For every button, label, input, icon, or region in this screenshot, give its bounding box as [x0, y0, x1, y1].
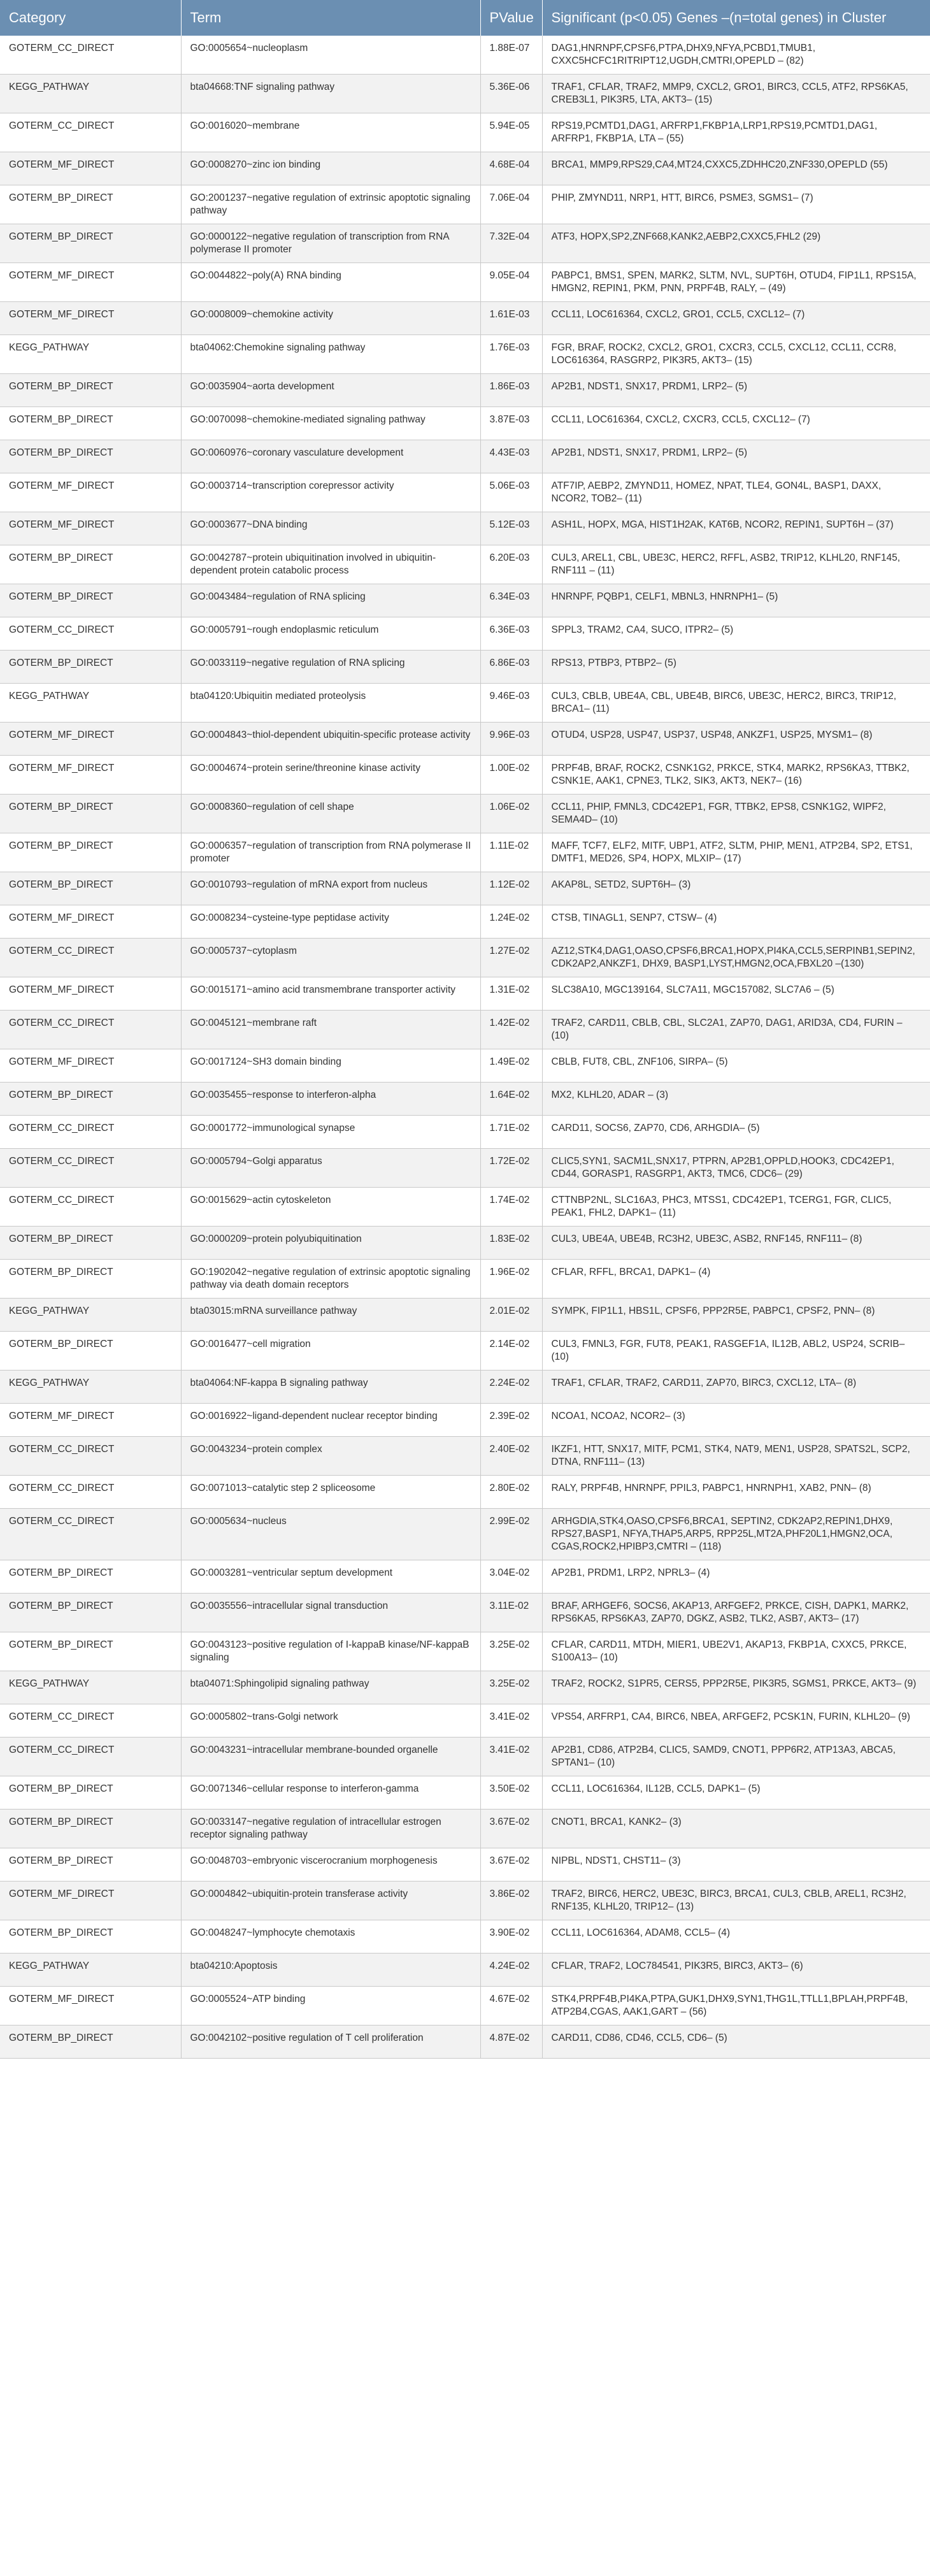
- cell-category: GOTERM_MF_DIRECT: [0, 905, 181, 939]
- cell-genes: BRCA1, MMP9,RPS29,CA4,MT24,CXXC5,ZDHHC20,ZNF330,OPEPLD (55): [542, 152, 930, 185]
- cell-genes: PHIP, ZMYND11, NRP1, HTT, BIRC6, PSME3, SGMS1– (7): [542, 185, 930, 224]
- cell-term: GO:0008360~regulation of cell shape: [181, 795, 480, 833]
- cell-pvalue: 1.49E-02: [480, 1049, 542, 1083]
- cell-pvalue: 1.64E-02: [480, 1083, 542, 1116]
- cell-pvalue: 7.32E-04: [480, 224, 542, 263]
- table-row: [0, 374, 930, 407]
- header-row: [0, 0, 930, 36]
- cell-term: GO:0008270~zinc ion binding: [181, 152, 480, 185]
- cell-term: GO:0008009~chemokine activity: [181, 302, 480, 335]
- cell-category: GOTERM_MF_DIRECT: [0, 302, 181, 335]
- cell-pvalue: 1.86E-03: [480, 374, 542, 407]
- cell-genes: CUL3, CBLB, UBE4A, CBL, UBE4B, BIRC6, UBE3C, HERC2, BIRC3, TRIP12, BRCA1– (11): [542, 684, 930, 723]
- cell-term: GO:0005802~trans-Golgi network: [181, 1704, 480, 1738]
- cell-genes: OTUD4, USP28, USP47, USP37, USP48, ANKZF1, USP25, MYSM1– (8): [542, 723, 930, 756]
- cell-term: GO:0004843~thiol-dependent ubiquitin-specific protease activity: [181, 723, 480, 756]
- cell-category: GOTERM_BP_DIRECT: [0, 872, 181, 905]
- cell-term: GO:0000209~protein polyubiquitination: [181, 1227, 480, 1260]
- table-row: [0, 584, 930, 617]
- table-row: [0, 1632, 930, 1671]
- cell-genes: HNRNPF, PQBP1, CELF1, MBNL3, HNRNPH1– (5): [542, 584, 930, 617]
- cell-genes: CUL3, AREL1, CBL, UBE3C, HERC2, RFFL, ASB2, TRIP12, KLHL20, RNF145, RNF111 – (11): [542, 545, 930, 584]
- cell-category: GOTERM_BP_DIRECT: [0, 1332, 181, 1371]
- cell-pvalue: 5.94E-05: [480, 113, 542, 152]
- cell-pvalue: 3.67E-02: [480, 1810, 542, 1848]
- cell-pvalue: 3.25E-02: [480, 1671, 542, 1704]
- cell-term: GO:0045121~membrane raft: [181, 1011, 480, 1049]
- cell-genes: ATF3, HOPX,SP2,ZNF668,KANK2,AEBP2,CXXC5,FHL2 (29): [542, 224, 930, 263]
- cell-pvalue: 9.96E-03: [480, 723, 542, 756]
- cell-term: bta04668:TNF signaling pathway: [181, 75, 480, 113]
- cell-pvalue: 1.72E-02: [480, 1149, 542, 1188]
- cell-pvalue: 5.36E-06: [480, 75, 542, 113]
- cell-term: bta04120:Ubiquitin mediated proteolysis: [181, 684, 480, 723]
- cell-term: GO:0035455~response to interferon-alpha: [181, 1083, 480, 1116]
- cell-category: GOTERM_BP_DIRECT: [0, 1260, 181, 1299]
- cell-term: GO:0017124~SH3 domain binding: [181, 1049, 480, 1083]
- cell-term: GO:0035904~aorta development: [181, 374, 480, 407]
- cell-term: GO:2001237~negative regulation of extrinsic apoptotic signaling pathway: [181, 185, 480, 224]
- table-row: [0, 2026, 930, 2059]
- cell-term: GO:0033119~negative regulation of RNA splicing: [181, 651, 480, 684]
- cell-term: GO:0071346~cellular response to interferon-gamma: [181, 1776, 480, 1810]
- table-row: [0, 302, 930, 335]
- cell-category: GOTERM_CC_DIRECT: [0, 1188, 181, 1227]
- cell-genes: CFLAR, RFFL, BRCA1, DAPK1– (4): [542, 1260, 930, 1299]
- cell-term: GO:0033147~negative regulation of intracellular estrogen receptor signaling pathway: [181, 1810, 480, 1848]
- cell-category: GOTERM_MF_DIRECT: [0, 1882, 181, 1920]
- cell-pvalue: 5.06E-03: [480, 473, 542, 512]
- cell-term: GO:0005791~rough endoplasmic reticulum: [181, 617, 480, 651]
- cell-genes: AP2B1, NDST1, SNX17, PRDM1, LRP2– (5): [542, 374, 930, 407]
- cell-pvalue: 2.99E-02: [480, 1509, 542, 1560]
- cell-pvalue: 6.36E-03: [480, 617, 542, 651]
- table-row: [0, 872, 930, 905]
- cell-category: GOTERM_MF_DIRECT: [0, 152, 181, 185]
- cell-category: KEGG_PATHWAY: [0, 684, 181, 723]
- cell-pvalue: 3.25E-02: [480, 1632, 542, 1671]
- table-row: [0, 1299, 930, 1332]
- cell-term: GO:0048703~embryonic viscerocranium morphogenesis: [181, 1848, 480, 1882]
- cell-category: GOTERM_MF_DIRECT: [0, 1404, 181, 1437]
- table-row: [0, 1920, 930, 1954]
- cell-category: GOTERM_BP_DIRECT: [0, 795, 181, 833]
- cell-genes: CCL11, PHIP, FMNL3, CDC42EP1, FGR, TTBK2, EPS8, CSNK1G2, WIPF2, SEMA4D– (10): [542, 795, 930, 833]
- table-row: [0, 756, 930, 795]
- cell-term: GO:0004842~ubiquitin-protein transferase activity: [181, 1882, 480, 1920]
- cell-genes: CARD11, SOCS6, ZAP70, CD6, ARHGDIA– (5): [542, 1116, 930, 1149]
- table-row: [0, 407, 930, 440]
- cell-term: GO:0070098~chemokine-mediated signaling pathway: [181, 407, 480, 440]
- cell-pvalue: 4.24E-02: [480, 1954, 542, 1987]
- cell-genes: ATF7IP, AEBP2, ZMYND11, HOMEZ, NPAT, TLE4, GON4L, BASP1, DAXX, NCOR2, TOB2– (11): [542, 473, 930, 512]
- cell-category: GOTERM_CC_DIRECT: [0, 1738, 181, 1776]
- table-row: [0, 75, 930, 113]
- table-row: [0, 617, 930, 651]
- header-genes: Significant (p<0.05) Genes –(n=total genes) in Cluster: [542, 0, 930, 36]
- table-row: [0, 1371, 930, 1404]
- table-row: [0, 1738, 930, 1776]
- cell-category: GOTERM_BP_DIRECT: [0, 584, 181, 617]
- cell-pvalue: 3.67E-02: [480, 1848, 542, 1882]
- cell-category: GOTERM_BP_DIRECT: [0, 1560, 181, 1594]
- cell-term: GO:0005654~nucleoplasm: [181, 36, 480, 75]
- cell-genes: RALY, PRPF4B, HNRNPF, PPIL3, PABPC1, HNRNPH1, XAB2, PNN– (8): [542, 1476, 930, 1509]
- cell-pvalue: 1.12E-02: [480, 872, 542, 905]
- cell-genes: CARD11, CD86, CD46, CCL5, CD6– (5): [542, 2026, 930, 2059]
- cell-genes: RPS19,PCMTD1,DAG1, ARFRP1,FKBP1A,LRP1,RPS19,PCMTD1,DAG1, ARFRP1, FKBP1A, LTA – (55): [542, 113, 930, 152]
- cell-term: bta04071:Sphingolipid signaling pathway: [181, 1671, 480, 1704]
- table-row: [0, 1810, 930, 1848]
- table-row: [0, 1332, 930, 1371]
- table-row: [0, 1116, 930, 1149]
- cell-category: GOTERM_BP_DIRECT: [0, 407, 181, 440]
- cell-term: GO:0001772~immunological synapse: [181, 1116, 480, 1149]
- cell-genes: CFLAR, TRAF2, LOC784541, PIK3R5, BIRC3, AKT3– (6): [542, 1954, 930, 1987]
- cell-term: GO:0006357~regulation of transcription from RNA polymerase II promoter: [181, 833, 480, 872]
- table-row: [0, 1848, 930, 1882]
- cell-term: GO:0071013~catalytic step 2 spliceosome: [181, 1476, 480, 1509]
- cell-category: GOTERM_MF_DIRECT: [0, 1049, 181, 1083]
- cell-genes: CBLB, FUT8, CBL, ZNF106, SIRPA– (5): [542, 1049, 930, 1083]
- cell-category: GOTERM_MF_DIRECT: [0, 977, 181, 1011]
- cell-genes: AP2B1, CD86, ATP2B4, CLIC5, SAMD9, CNOT1, PPP6R2, ATP13A3, ABCA5, SPTAN1– (10): [542, 1738, 930, 1776]
- cell-term: bta04062:Chemokine signaling pathway: [181, 335, 480, 374]
- cell-category: GOTERM_CC_DIRECT: [0, 1149, 181, 1188]
- cell-genes: SYMPK, FIP1L1, HBS1L, CPSF6, PPP2R5E, PABPC1, CPSF2, PNN– (8): [542, 1299, 930, 1332]
- cell-pvalue: 4.68E-04: [480, 152, 542, 185]
- cell-term: GO:0043234~protein complex: [181, 1437, 480, 1476]
- cell-category: GOTERM_BP_DIRECT: [0, 1594, 181, 1632]
- cell-genes: IKZF1, HTT, SNX17, MITF, PCM1, STK4, NAT9, MEN1, USP28, SPATS2L, SCP2, DTNA, RNF111– (13): [542, 1437, 930, 1476]
- cell-pvalue: 1.42E-02: [480, 1011, 542, 1049]
- table-row: [0, 224, 930, 263]
- table-row: [0, 1049, 930, 1083]
- cell-genes: BRAF, ARHGEF6, SOCS6, AKAP13, ARFGEF2, PRKCE, CISH, DAPK1, MARK2, RPS6KA5, RPS6KA3, ZAP70, DGKZ, ASB2, TLK2, ASB7, AKT3– (17): [542, 1594, 930, 1632]
- cell-genes: CCL11, LOC616364, CXCL2, CXCR3, CCL5, CXCL12– (7): [542, 407, 930, 440]
- table-header: [0, 0, 930, 36]
- cell-term: bta03015:mRNA surveillance pathway: [181, 1299, 480, 1332]
- cell-genes: MAFF, TCF7, ELF2, MITF, UBP1, ATF2, SLTM, PHIP, MEN1, ATP2B4, SP2, ETS1, DMTF1, MED26, SP4, HOPX, MLXIP– (17): [542, 833, 930, 872]
- cell-genes: CCL11, LOC616364, IL12B, CCL5, DAPK1– (5): [542, 1776, 930, 1810]
- cell-category: GOTERM_MF_DIRECT: [0, 723, 181, 756]
- cell-pvalue: 3.86E-02: [480, 1882, 542, 1920]
- cell-genes: DAG1,HNRNPF,CPSF6,PTPA,DHX9,NFYA,PCBD1,TMUB1, CXXC5HCFC1RITRIPT12,UGDH,CMTRI,OPEPLD – (82): [542, 36, 930, 75]
- cell-pvalue: 3.41E-02: [480, 1738, 542, 1776]
- table-row: [0, 1882, 930, 1920]
- cell-category: KEGG_PATHWAY: [0, 1371, 181, 1404]
- cell-pvalue: 1.83E-02: [480, 1227, 542, 1260]
- table-body: [0, 36, 930, 2059]
- cell-pvalue: 3.11E-02: [480, 1594, 542, 1632]
- table-row: [0, 263, 930, 302]
- table-row: [0, 36, 930, 75]
- cell-term: GO:0016922~ligand-dependent nuclear receptor binding: [181, 1404, 480, 1437]
- cell-category: GOTERM_BP_DIRECT: [0, 2026, 181, 2059]
- cell-genes: ASH1L, HOPX, MGA, HIST1H2AK, KAT6B, NCOR2, REPIN1, SUPT6H – (37): [542, 512, 930, 545]
- cell-category: KEGG_PATHWAY: [0, 1299, 181, 1332]
- cell-category: GOTERM_BP_DIRECT: [0, 1227, 181, 1260]
- cell-term: GO:0042102~positive regulation of T cell proliferation: [181, 2026, 480, 2059]
- cell-category: GOTERM_CC_DIRECT: [0, 113, 181, 152]
- cell-genes: TRAF1, CFLAR, TRAF2, CARD11, ZAP70, BIRC3, CXCL12, LTA– (8): [542, 1371, 930, 1404]
- cell-pvalue: 1.71E-02: [480, 1116, 542, 1149]
- table-row: [0, 1149, 930, 1188]
- cell-pvalue: 4.87E-02: [480, 2026, 542, 2059]
- cell-pvalue: 1.88E-07: [480, 36, 542, 75]
- cell-pvalue: 1.24E-02: [480, 905, 542, 939]
- cell-term: GO:0043231~intracellular membrane-bounded organelle: [181, 1738, 480, 1776]
- cell-pvalue: 4.67E-02: [480, 1987, 542, 2026]
- cell-category: GOTERM_CC_DIRECT: [0, 1704, 181, 1738]
- cell-pvalue: 1.96E-02: [480, 1260, 542, 1299]
- cell-category: GOTERM_CC_DIRECT: [0, 1509, 181, 1560]
- cell-pvalue: 2.24E-02: [480, 1371, 542, 1404]
- cell-pvalue: 3.41E-02: [480, 1704, 542, 1738]
- cell-category: GOTERM_BP_DIRECT: [0, 1776, 181, 1810]
- cell-pvalue: 2.39E-02: [480, 1404, 542, 1437]
- table-row: [0, 1476, 930, 1509]
- cell-term: GO:0005634~nucleus: [181, 1509, 480, 1560]
- cell-category: GOTERM_BP_DIRECT: [0, 1848, 181, 1882]
- cell-pvalue: 2.14E-02: [480, 1332, 542, 1371]
- table-row: [0, 1437, 930, 1476]
- table-row: [0, 1671, 930, 1704]
- cell-category: GOTERM_MF_DIRECT: [0, 512, 181, 545]
- cell-pvalue: 6.86E-03: [480, 651, 542, 684]
- cell-pvalue: 9.46E-03: [480, 684, 542, 723]
- cell-term: GO:0015171~amino acid transmembrane transporter activity: [181, 977, 480, 1011]
- cell-genes: CTSB, TINAGL1, SENP7, CTSW– (4): [542, 905, 930, 939]
- cell-category: GOTERM_MF_DIRECT: [0, 473, 181, 512]
- cell-genes: TRAF2, ROCK2, S1PR5, CERS5, PPP2R5E, PIK3R5, SGMS1, PRKCE, AKT3– (9): [542, 1671, 930, 1704]
- table-row: [0, 1776, 930, 1810]
- cell-pvalue: 1.06E-02: [480, 795, 542, 833]
- cell-category: GOTERM_BP_DIRECT: [0, 1810, 181, 1848]
- cell-category: GOTERM_MF_DIRECT: [0, 263, 181, 302]
- cell-pvalue: 2.80E-02: [480, 1476, 542, 1509]
- table-row: [0, 545, 930, 584]
- cell-pvalue: 3.87E-03: [480, 407, 542, 440]
- cell-term: GO:0043484~regulation of RNA splicing: [181, 584, 480, 617]
- table-row: [0, 1227, 930, 1260]
- cell-term: GO:0035556~intracellular signal transduction: [181, 1594, 480, 1632]
- table-row: [0, 335, 930, 374]
- cell-category: GOTERM_BP_DIRECT: [0, 1083, 181, 1116]
- cell-genes: STK4,PRPF4B,PI4KA,PTPA,GUK1,DHX9,SYN1,THG1L,TTLL1,BPLAH,PRPF4B, ATP2B4,CGAS, AAK1,GART – (56): [542, 1987, 930, 2026]
- cell-term: GO:0015629~actin cytoskeleton: [181, 1188, 480, 1227]
- table-row: [0, 1083, 930, 1116]
- cell-genes: MX2, KLHL20, ADAR – (3): [542, 1083, 930, 1116]
- cell-pvalue: 6.34E-03: [480, 584, 542, 617]
- table-row: [0, 1011, 930, 1049]
- table-row: [0, 684, 930, 723]
- cell-genes: AKAP8L, SETD2, SUPT6H– (3): [542, 872, 930, 905]
- table-row: [0, 1188, 930, 1227]
- cell-term: GO:0005794~Golgi apparatus: [181, 1149, 480, 1188]
- cell-pvalue: 1.61E-03: [480, 302, 542, 335]
- cell-term: GO:0043123~positive regulation of I-kappaB kinase/NF-kappaB signaling: [181, 1632, 480, 1671]
- cell-term: bta04064:NF-kappa B signaling pathway: [181, 1371, 480, 1404]
- cell-pvalue: 1.31E-02: [480, 977, 542, 1011]
- cell-category: KEGG_PATHWAY: [0, 1671, 181, 1704]
- table-row: [0, 152, 930, 185]
- header-category: Category: [0, 0, 181, 36]
- cell-category: GOTERM_CC_DIRECT: [0, 1116, 181, 1149]
- cell-pvalue: 4.43E-03: [480, 440, 542, 473]
- cell-term: GO:0004674~protein serine/threonine kinase activity: [181, 756, 480, 795]
- cell-category: KEGG_PATHWAY: [0, 1954, 181, 1987]
- cell-pvalue: 7.06E-04: [480, 185, 542, 224]
- cell-genes: CLIC5,SYN1, SACM1L,SNX17, PTPRN, AP2B1,OPPLD,HOOK3, CDC42EP1, CD44, GORASP1, RASGRP1, AKT3, TMC6, CDC6– (29): [542, 1149, 930, 1188]
- cell-category: GOTERM_BP_DIRECT: [0, 374, 181, 407]
- header-pvalue: PValue: [480, 0, 542, 36]
- cell-genes: SLC38A10, MGC139164, SLC7A11, MGC157082, SLC7A6 – (5): [542, 977, 930, 1011]
- table-row: [0, 473, 930, 512]
- cell-genes: CFLAR, CARD11, MTDH, MIER1, UBE2V1, AKAP13, FKBP1A, CXXC5, PRKCE, S100A13– (10): [542, 1632, 930, 1671]
- table-row: [0, 1260, 930, 1299]
- cell-genes: NCOA1, NCOA2, NCOR2– (3): [542, 1404, 930, 1437]
- cell-pvalue: 2.01E-02: [480, 1299, 542, 1332]
- cell-term: GO:0003677~DNA binding: [181, 512, 480, 545]
- cell-category: GOTERM_BP_DIRECT: [0, 545, 181, 584]
- cell-genes: CUL3, UBE4A, UBE4B, RC3H2, UBE3C, ASB2, RNF145, RNF111– (8): [542, 1227, 930, 1260]
- cell-category: GOTERM_BP_DIRECT: [0, 833, 181, 872]
- cell-term: GO:0008234~cysteine-type peptidase activity: [181, 905, 480, 939]
- table-row: [0, 795, 930, 833]
- cell-genes: VPS54, ARFRP1, CA4, BIRC6, NBEA, ARFGEF2, PCSK1N, FURIN, KLHL20– (9): [542, 1704, 930, 1738]
- cell-term: GO:0010793~regulation of mRNA export from nucleus: [181, 872, 480, 905]
- cell-pvalue: 1.00E-02: [480, 756, 542, 795]
- cell-genes: CNOT1, BRCA1, KANK2– (3): [542, 1810, 930, 1848]
- table-row: [0, 723, 930, 756]
- cell-genes: ARHGDIA,STK4,OASO,CPSF6,BRCA1, SEPTIN2, CDK2AP2,REPIN1,DHX9, RPS27,BASP1, NFYA,THAP5,ARP5, RPP25L,MT2A,PHF20L1,HMGN2,OCA, CGAS,ROCK2,HPIBP3,CMTRI – (118): [542, 1509, 930, 1560]
- cell-genes: TRAF1, CFLAR, TRAF2, MMP9, CXCL2, GRO1, BIRC3, CCL5, ATF2, RPS6KA5, CREB3L1, PIK3R5, LTA, AKT3– (15): [542, 75, 930, 113]
- table-row: [0, 185, 930, 224]
- table-row: [0, 833, 930, 872]
- cell-genes: TRAF2, BIRC6, HERC2, UBE3C, BIRC3, BRCA1, CUL3, CBLB, AREL1, RC3H2, RNF135, KLHL20, TRIP12– (13): [542, 1882, 930, 1920]
- cell-genes: CCL11, LOC616364, CXCL2, GRO1, CCL5, CXCL12– (7): [542, 302, 930, 335]
- cell-term: GO:0044822~poly(A) RNA binding: [181, 263, 480, 302]
- cell-category: GOTERM_MF_DIRECT: [0, 756, 181, 795]
- cell-term: GO:1902042~negative regulation of extrinsic apoptotic signaling pathway via death domain receptors: [181, 1260, 480, 1299]
- table-row: [0, 113, 930, 152]
- cell-term: GO:0016477~cell migration: [181, 1332, 480, 1371]
- cell-category: GOTERM_CC_DIRECT: [0, 36, 181, 75]
- cell-category: GOTERM_BP_DIRECT: [0, 440, 181, 473]
- cell-category: GOTERM_BP_DIRECT: [0, 224, 181, 263]
- cell-pvalue: 5.12E-03: [480, 512, 542, 545]
- table-row: [0, 1987, 930, 2026]
- cell-genes: TRAF2, CARD11, CBLB, CBL, SLC2A1, ZAP70, DAG1, ARID3A, CD4, FURIN – (10): [542, 1011, 930, 1049]
- cell-genes: NIPBL, NDST1, CHST11– (3): [542, 1848, 930, 1882]
- cell-genes: PABPC1, BMS1, SPEN, MARK2, SLTM, NVL, SUPT6H, OTUD4, FIP1L1, RPS15A, HMGN2, REPIN1, PKM, PNN, PRPF4B, RALY, – (49): [542, 263, 930, 302]
- cell-term: bta04210:Apoptosis: [181, 1954, 480, 1987]
- cell-genes: AP2B1, PRDM1, LRP2, NPRL3– (4): [542, 1560, 930, 1594]
- table-row: [0, 1594, 930, 1632]
- table-row: [0, 1560, 930, 1594]
- table-row: [0, 512, 930, 545]
- cell-pvalue: 1.74E-02: [480, 1188, 542, 1227]
- cell-genes: AP2B1, NDST1, SNX17, PRDM1, LRP2– (5): [542, 440, 930, 473]
- cell-genes: SPPL3, TRAM2, CA4, SUCO, ITPR2– (5): [542, 617, 930, 651]
- cell-term: GO:0003281~ventricular septum development: [181, 1560, 480, 1594]
- cell-category: GOTERM_CC_DIRECT: [0, 1476, 181, 1509]
- cell-pvalue: 6.20E-03: [480, 545, 542, 584]
- cell-term: GO:0060976~coronary vasculature development: [181, 440, 480, 473]
- table-row: [0, 1704, 930, 1738]
- cell-genes: FGR, BRAF, ROCK2, CXCL2, GRO1, CXCR3, CCL5, CXCL12, CCL11, CCR8, LOC616364, RASGRP2, PIK3R5, AKT3– (15): [542, 335, 930, 374]
- cell-term: GO:0005524~ATP binding: [181, 1987, 480, 2026]
- cell-genes: RPS13, PTBP3, PTBP2– (5): [542, 651, 930, 684]
- cell-genes: CUL3, FMNL3, FGR, FUT8, PEAK1, RASGEF1A, IL12B, ABL2, USP24, SCRIB– (10): [542, 1332, 930, 1371]
- cell-category: GOTERM_CC_DIRECT: [0, 617, 181, 651]
- cell-category: GOTERM_CC_DIRECT: [0, 1011, 181, 1049]
- cell-pvalue: 9.05E-04: [480, 263, 542, 302]
- table-row: [0, 651, 930, 684]
- cell-category: GOTERM_BP_DIRECT: [0, 185, 181, 224]
- cell-category: GOTERM_CC_DIRECT: [0, 1437, 181, 1476]
- table-row: [0, 1954, 930, 1987]
- cell-genes: CCL11, LOC616364, ADAM8, CCL5– (4): [542, 1920, 930, 1954]
- table-row: [0, 977, 930, 1011]
- table-row: [0, 1509, 930, 1560]
- cell-category: KEGG_PATHWAY: [0, 75, 181, 113]
- cell-category: GOTERM_MF_DIRECT: [0, 1987, 181, 2026]
- cell-genes: AZ12,STK4,DAG1,OASO,CPSF6,BRCA1,HOPX,PI4KA,CCL5,SERPINB1,SEPIN2, CDK2AP2,ANKZF1, DHX9, BASP1,LYST,HMGN2,OCA,FBXL20 –(130): [542, 939, 930, 977]
- cell-term: GO:0042787~protein ubiquitination involved in ubiquitin-dependent protein catabolic process: [181, 545, 480, 584]
- cell-term: GO:0048247~lymphocyte chemotaxis: [181, 1920, 480, 1954]
- table-row: [0, 905, 930, 939]
- cell-term: GO:0016020~membrane: [181, 113, 480, 152]
- cell-category: GOTERM_BP_DIRECT: [0, 651, 181, 684]
- cell-pvalue: 3.90E-02: [480, 1920, 542, 1954]
- header-term: Term: [181, 0, 480, 36]
- cell-genes: CTTNBP2NL, SLC16A3, PHC3, MTSS1, CDC42EP1, TCERG1, FGR, CLIC5, PEAK1, FHL2, DAPK1– (11): [542, 1188, 930, 1227]
- cell-pvalue: 1.76E-03: [480, 335, 542, 374]
- cell-term: GO:0003714~transcription corepressor activity: [181, 473, 480, 512]
- cell-category: GOTERM_BP_DIRECT: [0, 1632, 181, 1671]
- cell-genes: PRPF4B, BRAF, ROCK2, CSNK1G2, PRKCE, STK4, MARK2, RPS6KA3, TTBK2, CSNK1E, AAK1, CPNE3, TLK2, SIK3, AKT3, NEK7– (16): [542, 756, 930, 795]
- cell-category: GOTERM_BP_DIRECT: [0, 1920, 181, 1954]
- cell-category: KEGG_PATHWAY: [0, 335, 181, 374]
- cell-term: GO:0000122~negative regulation of transcription from RNA polymerase II promoter: [181, 224, 480, 263]
- cell-pvalue: 3.50E-02: [480, 1776, 542, 1810]
- cell-pvalue: 1.27E-02: [480, 939, 542, 977]
- cell-pvalue: 3.04E-02: [480, 1560, 542, 1594]
- cell-pvalue: 2.40E-02: [480, 1437, 542, 1476]
- table-row: [0, 1404, 930, 1437]
- cell-pvalue: 1.11E-02: [480, 833, 542, 872]
- table-row: [0, 440, 930, 473]
- cell-category: GOTERM_CC_DIRECT: [0, 939, 181, 977]
- table-row: [0, 939, 930, 977]
- cell-term: GO:0005737~cytoplasm: [181, 939, 480, 977]
